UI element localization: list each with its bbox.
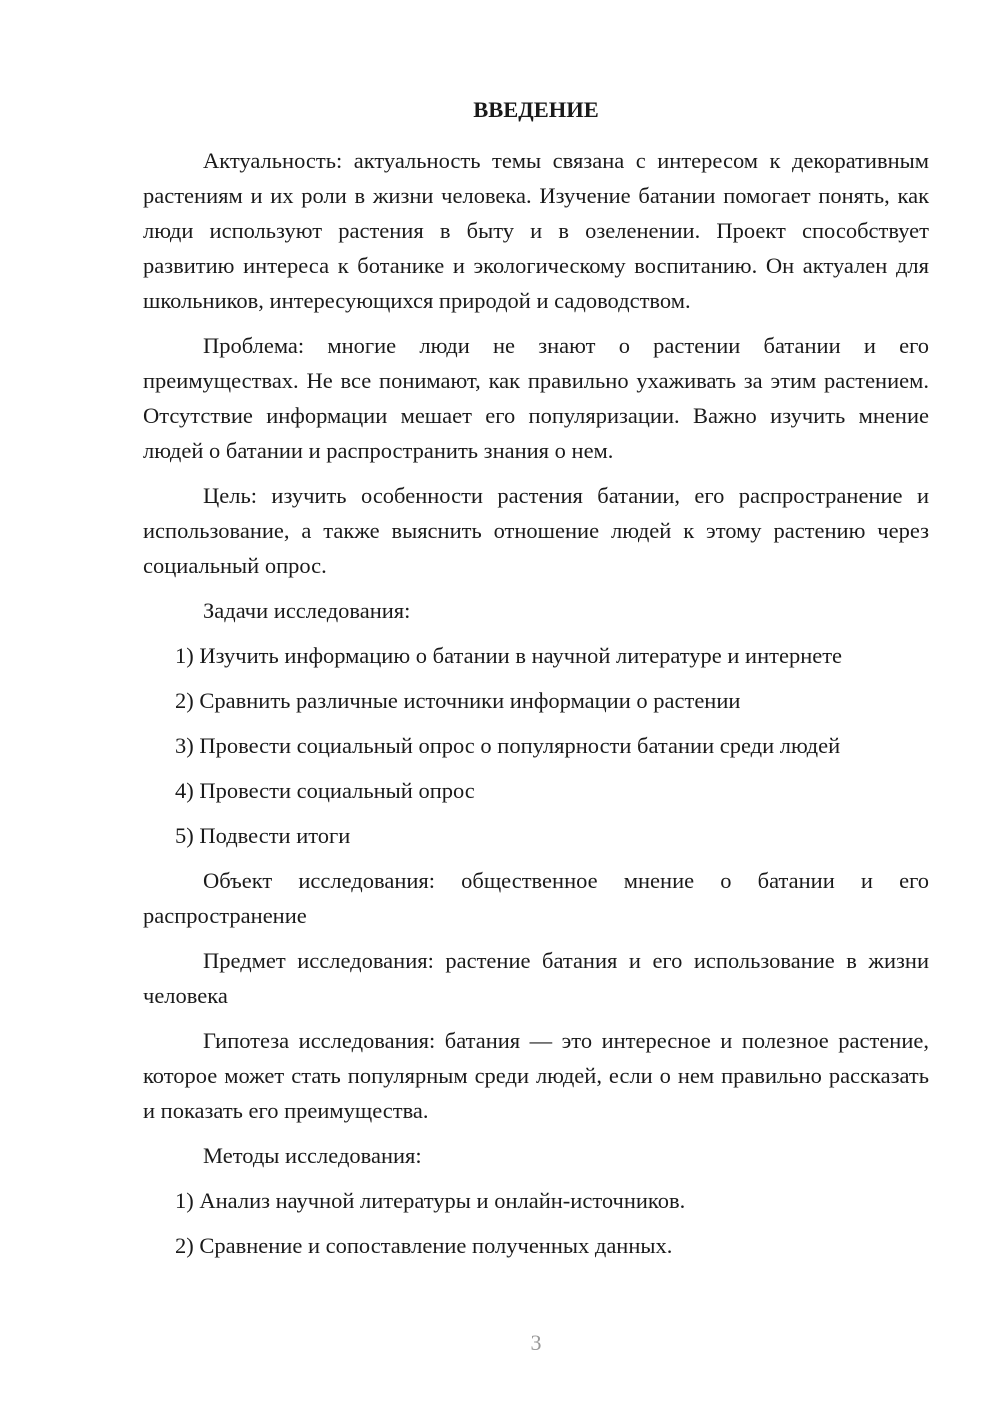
list-item: 2) Сравнение и сопоставление полученных данных. [175,1233,673,1258]
page-number: 3 [530,1330,542,1355]
subject-paragraph: Предмет исследования: растение батания и его использование в жизни человека [143,948,929,1008]
methods-list [143,1183,929,1263]
list-item: 1) Изучить информацию о батании в научной литературе и интернете [175,643,843,668]
tasks-list [143,638,929,853]
document-page [143,92,929,1273]
page-title: ВВЕДЕНИЕ [473,97,599,122]
list-item: 4) Провести социальный опрос [175,778,475,803]
list-item: 2) Сравнить различные источники информации о растении [175,688,741,713]
list-item: 5) Подвести итоги [175,823,351,848]
relevance-paragraph: Актуальность: актуальность темы связана с интересом к декоративным растениям и их роли в жизни человека. Изучение батании помогает понять, как люди используют растения в быту и в озеленении. Проект способствует развитию интереса к ботанике и экологическому воспитанию. Он актуален для школьников, интересующихся природой и садоводством. [143,148,929,313]
hypothesis-paragraph: Гипотеза исследования: батания — это интересное и полезное растение, которое может стать популярным среди людей, если о нем правильно рассказать и показать его преимущества. [143,1028,929,1123]
goal-paragraph: Цель: изучить особенности растения батании, его распространение и использование, а также выяснить отношение людей к этому растению через социальный опрос. [143,483,929,578]
list-item: 3) Провести социальный опрос о популярности батании среди людей [175,733,841,758]
problem-paragraph: Проблема: многие люди не знают о растении батании и его преимуществах. Не все понимают, как правильно ухаживать за этим растением. Отсутствие информации мешает его популяризации. Важно изучить мнение людей о батании и распространить знания о нем. [143,333,929,463]
tasks-heading: Задачи исследования: [203,598,411,623]
list-item: 1) Анализ научной литературы и онлайн-источников. [175,1188,686,1213]
object-paragraph: Объект исследования: общественное мнение о батании и его распространение [143,868,929,928]
methods-heading: Методы исследования: [203,1143,422,1168]
